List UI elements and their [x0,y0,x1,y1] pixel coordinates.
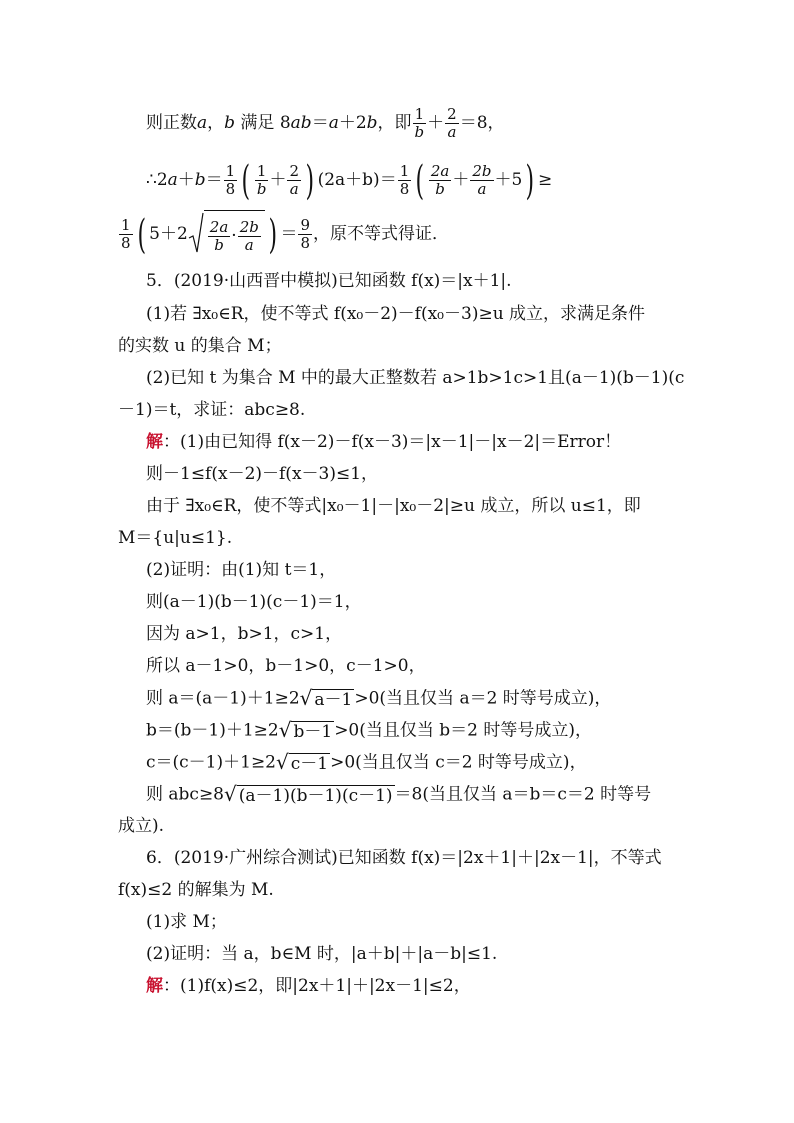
sqrt: √ a－1 [299,686,353,710]
solution-5-line6: 则(a－1)(b－1)(c－1)＝1， [146,592,362,612]
text: 则 a＝(a－1)＋1≥2 [146,688,300,709]
text: 则正数 [146,113,197,133]
left-paren: ( [415,157,425,204]
text: c＝(c－1)＋1≥2 [146,752,276,773]
line-condition [146,105,764,141]
solution-label: 解 [146,432,163,452]
text: b＝(b－1)＋1≥2 [146,720,279,741]
left-paren: ( [137,211,146,258]
text: ：(1)由已知得 f(x－2)－f(x－3)＝|x－1|－|x－2|＝Error！ [163,432,622,452]
fraction: $\frac{2}{a}$ [447,105,457,141]
solution-5-line12 [146,782,764,806]
problem-5-part2: (2)已知 t 为集合 M 中的最大正整数若 a>1b>1c>1且(a－1)(b－1)(c [146,368,685,388]
text: ， [207,113,225,133]
fraction: $\frac{1}{8}$ [225,162,236,198]
text: 满足 8 [235,113,291,133]
text: ＋5 [494,170,523,190]
fraction: $\frac{2b}{a}$ [472,162,492,198]
text: 则 abc≥8 [146,784,225,805]
var-a: a [197,113,208,133]
sqrt: √ (a－1)(b－1)(c－1) [224,782,393,806]
solution-5-line4: M＝{u|u≤1}. [118,528,233,548]
right-paren: ) [525,157,535,204]
text: ：(1)f(x)≤2，即|2x＋1|＋|2x－1|≤2， [163,976,471,996]
var-b: b [194,170,206,190]
problem-6-head: 6．(2019·广州综合测试)已知函数 f(x)＝|2x＋1|＋|2x－1|，不等式 [146,848,662,868]
solution-6-line1 [146,974,764,998]
solution-5-line10 [146,718,764,742]
fraction: $\frac{2a}{b}$ [430,162,450,198]
var-ab: ab [290,113,312,133]
sqrt: √ c－1 [276,750,329,774]
text: ＝ [205,170,223,190]
solution-5-line8: 所以 a－1>0，b－1>0，c－1>0， [146,656,426,676]
problem-6-part1: (1)求 M； [146,912,227,932]
problem-6-part2: (2)证明：当 a，b∈M 时，|a＋b|＋|a－b|≤1. [146,944,498,964]
text: >0(当且仅当 c＝2 时等号成立)， [330,752,587,773]
text: 5＋2 [149,224,188,244]
text: ∴2 [146,170,168,190]
text: ＝8(当且仅当 a＝b＝c＝2 时等号 [394,784,652,805]
var-a: a [167,170,178,190]
text: >0(当且仅当 b＝2 时等号成立)， [334,720,593,741]
problem-6-head-cont: f(x)≤2 的解集为 M. [118,880,274,900]
text: >0(当且仅当 a＝2 时等号成立)， [354,688,612,709]
solution-5-line9 [146,686,764,710]
fraction: $\frac{2b}{a}$ [239,218,259,254]
text: ＋ [427,113,445,133]
solution-label: 解 [146,976,163,996]
fraction: $\frac{2}{a}$ [289,162,299,198]
problem-5-part1: (1)若 ∃x₀∈R，使不等式 f(x₀－2)－f(x₀－3)≥u 成立，求满足条件 [146,304,646,324]
fraction: $\frac{9}{8}$ [300,216,311,252]
text: ≥ [537,170,553,190]
text: ＝8， [459,113,505,133]
problem-5-part2-cont: －1)＝t，求证：abc≥8. [118,400,306,420]
var-b: b [224,113,236,133]
fraction: $\frac{1}{8}$ [121,216,131,252]
text: (2a＋b)＝ [317,170,397,190]
solution-5-line3: 由于 ∃x₀∈R，使不等式|x₀－1|－|x₀－2|≥u 成立，所以 u≤1，即 [146,496,641,516]
fraction: $\frac{2a}{b}$ [209,218,229,254]
solution-5-line5: (2)证明：由(1)知 t＝1， [146,560,337,580]
text: ＝ [280,224,298,244]
line-expansion: ∴2a＋b＝ $\frac{1}{8}$ ( $\frac{1}{b}$ ＋ $\frac{2}{a}$ ) (2a＋b)＝ $\frac{1}{8}$ ( $\frac{2a}{b}$ ＋ $\frac{2b}{a}$ ＋5) ≥ [146,157,553,204]
sqrt: √ b－1 [278,718,333,742]
solution-5-line1 [146,430,764,454]
text: ＋ [177,170,195,190]
fraction: $\frac{1}{8}$ [399,162,410,198]
fraction: $\frac{1}{b}$ [414,105,425,141]
text: ，原不等式得证． [313,224,450,244]
right-paren: ) [268,211,277,258]
solution-5-line11 [146,750,764,774]
fraction: $\frac{1}{b}$ [256,162,267,198]
solution-5-line7: 因为 a>1，b>1，c>1， [146,624,343,644]
problem-5-head: 5．(2019·山西晋中模拟)已知函数 f(x)＝|x＋1|. [146,271,512,291]
var-b: b [366,113,378,133]
var-a: a [328,113,339,133]
solution-5-line13: 成立). [118,816,165,836]
text: ＝ [311,113,329,133]
problem-5-part1-cont: 的实数 u 的集合 M； [118,336,282,356]
solution-5-line2: 则－1≤f(x－2)－f(x－3)≤1， [146,464,379,484]
line-conclusion [118,210,764,256]
right-paren: ) [305,157,315,204]
sqrt: $\frac{2a}{b}$ · $\frac{2b}{a}$ [188,210,265,259]
text: ＋2 [338,113,367,133]
text: ，即 [377,113,412,133]
left-paren: ( [241,157,251,204]
